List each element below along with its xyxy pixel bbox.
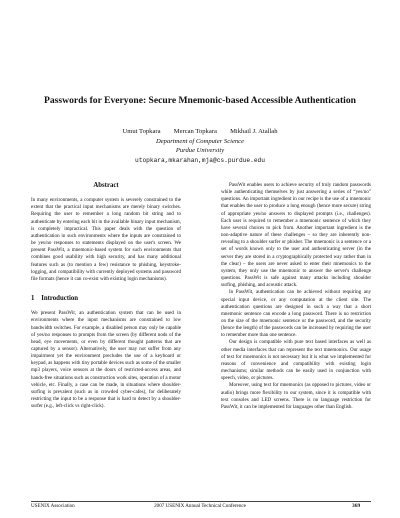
footer-publisher: USENIX Association bbox=[31, 503, 75, 509]
author-department: Department of Computer Science bbox=[155, 138, 245, 145]
footer-rule bbox=[31, 501, 371, 502]
body-paragraph: PassWit enables users to achieve security of truly random passwords while authenticating themselves by just answering a series of “yes/no” questions. An important ingredient in our recipe is the use of a mnemonic that enables the user to produce a long enough (hence more secure) string of appropriate yes/no answers to displayed prompts (i.e., challenges). Each user is required to remember a mnemonic sentence of which they have several choices to pick from. Another important ingredient is the non-adaptive nature of these challenges – so they are inherently non-revealing to a shoulder surfer or phisher. The mnemonic is a sentence or a set of words known only to the user and authenticating server (in the server they are stored in a cryptographically protected way rather than in the clear) – the users are never asked to enter their mnemonics to the system, they only use the mnemonic to answer the server's challenge questions. PassWit is safe against many attacks including shoulder surfing, phishing, and acoustic attack. bbox=[221, 182, 371, 289]
author-emails: utopkara,mkarahan,mja@cs.purdue.edu bbox=[135, 157, 265, 164]
abstract-heading: Abstract bbox=[93, 182, 119, 189]
footer-conference: 2007 USENIX Annual Technical Conference bbox=[154, 503, 246, 509]
left-column bbox=[31, 182, 181, 410]
body-paragraph: In PassWit, authentication can be achieved without requiring any special input device, or any computation at the client site. The authentication questions are designed in such a way that a short mnemonic sentence can encode a long password. There is no restriction on the size of the mnemonic sentence or the password, and the security (hence the length) of the passwords can be increased by requiring the user to remember more than one sentence. bbox=[221, 289, 371, 339]
intro-paragraph: We present PassWit, an authentication system that can be used in environments where the input mechanisms are constrained to low bandwidth switches. For example, a disabled person may only be capable of yes/no responses to prompts from the screen (by different nods of the head, eye movements, or even by different thought patterns that are captured by a sensor). Alternatively, the user may not suffer from any impairment yet the environment precludes the use of a keyboard or keypad, as happens with tiny portable devices such as some of the smaller mp3 players, voice sensors at the doors of restricted-access areas, and hands-free situations such as construction work sites, operation of a motor vehicle, etc. Finally, a case can be made, in situations where shoulder-surfing is prevalent (such as in crowded cyber-cafes), for deliberately restricting the input to be a response that is hard to detect by a shoulder-surfer (e.g., left-click vs right-click). bbox=[31, 310, 181, 410]
right-column bbox=[221, 182, 371, 411]
author-university: Purdue University bbox=[175, 147, 225, 154]
abstract-text: In many environments, a computer system is severely constrained to the extent that the practical input mechanisms are merely binary switches. Requiring the user to remember a long random bit string and to authenticate by entering each bit in the available binary input mechanism, is completely impractical. This paper deals with the question of authentication in such environments where the inputs are constrained to be yes/no responses to statements displayed on the user's screen. We present PassWit, a mnemonic-based system for such environments that combines good usability with high security, and has many additional features such as (to mention a few) resistance to phishing, keystroke-logging, and compatibility with currently deployed systems and password file formats (hence it can co-exist with existing login mechanisms). bbox=[31, 197, 181, 282]
paper-title: Passwords for Everyone: Secure Mnemonic-based Accessible Authentication bbox=[44, 95, 356, 106]
page-number: 369 bbox=[352, 503, 361, 509]
body-paragraph: Our design is compatible with pure text based interfaces as well as other media interfaces that can represent the text mnemonics. Our usage of text for mnemonics is not necessary but it is what we implemented for reasons of convenience and compatibility with existing login mechanisms; similar methods can be easily used in conjunction with speech, video, or pictures. bbox=[221, 339, 371, 382]
section-heading-introduction: 1 Introduction bbox=[31, 295, 79, 303]
body-paragraph: Moreover, using text for mnemonics (as opposed to pictures, video or audio) brings more flexibility to our system, since it is compatible with text consoles and LED screens. There is no language restriction for PassWit, it can be implemented for languages other than English. bbox=[221, 382, 371, 410]
author-list: Umut Topkara Mercan Topkara Mikhail J. Atallah bbox=[122, 128, 278, 135]
